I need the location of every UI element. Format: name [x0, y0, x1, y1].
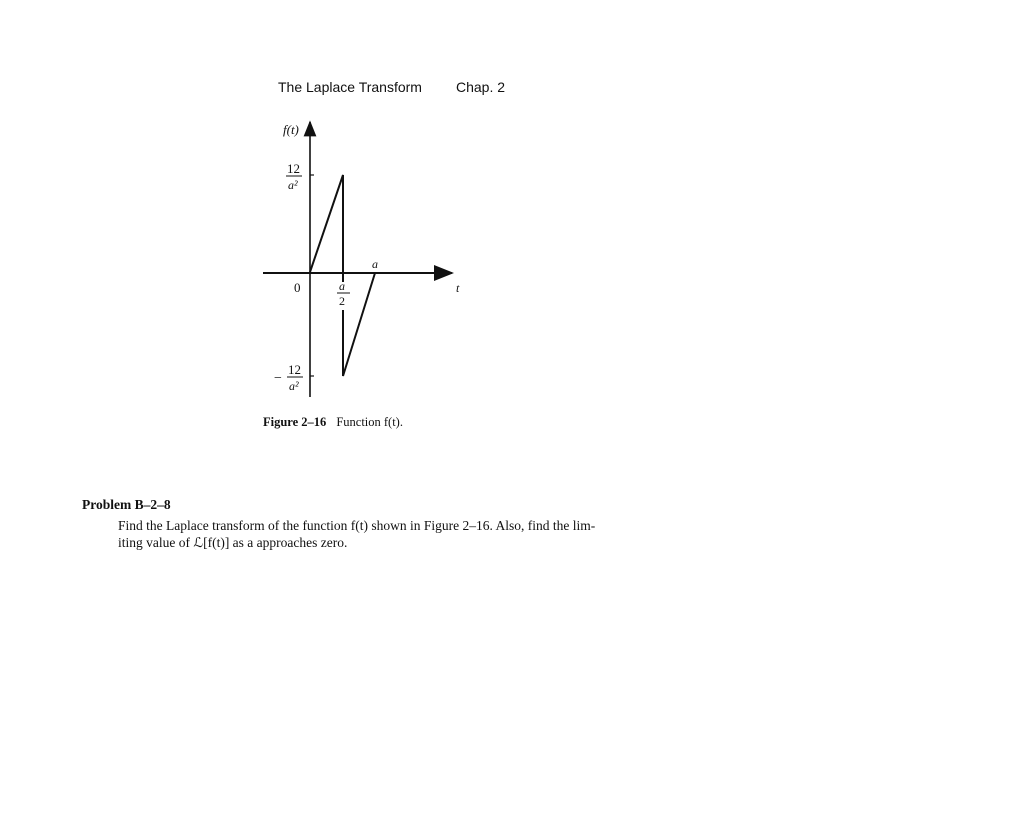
end-tick-label: a — [372, 257, 378, 271]
function-positive-ramp — [310, 175, 343, 282]
half-tick-denominator: 2 — [339, 294, 345, 308]
running-header-title: The Laplace Transform — [278, 79, 422, 95]
problem-line-1: Find the Laplace transform of the function f(t) shown in Figure 2–16. Also, find the lim- — [118, 518, 596, 533]
bottom-value-sign: − — [274, 371, 282, 386]
top-value-numerator: 12 — [287, 161, 300, 176]
x-axis-label: t — [456, 281, 460, 295]
origin-label: 0 — [294, 280, 301, 295]
running-header-chapter: Chap. 2 — [456, 79, 506, 95]
bottom-value-denominator: a² — [289, 379, 299, 393]
caption-text: Function f(t). — [336, 415, 403, 429]
top-value-denominator: a² — [288, 178, 298, 192]
bottom-value-numerator: 12 — [288, 362, 301, 377]
problem-title: Problem B–2–8 — [82, 497, 171, 512]
caption-label: Figure 2–16 — [263, 415, 327, 429]
problem-line-2: iting value of ℒ[f(t)] as a approaches zero. — [118, 535, 348, 550]
y-axis-label: f(t) — [283, 122, 299, 137]
problem-body — [118, 517, 595, 551]
half-tick-numerator: a — [339, 279, 345, 293]
function-negative-ramp — [343, 273, 375, 376]
figure-caption — [263, 415, 403, 430]
